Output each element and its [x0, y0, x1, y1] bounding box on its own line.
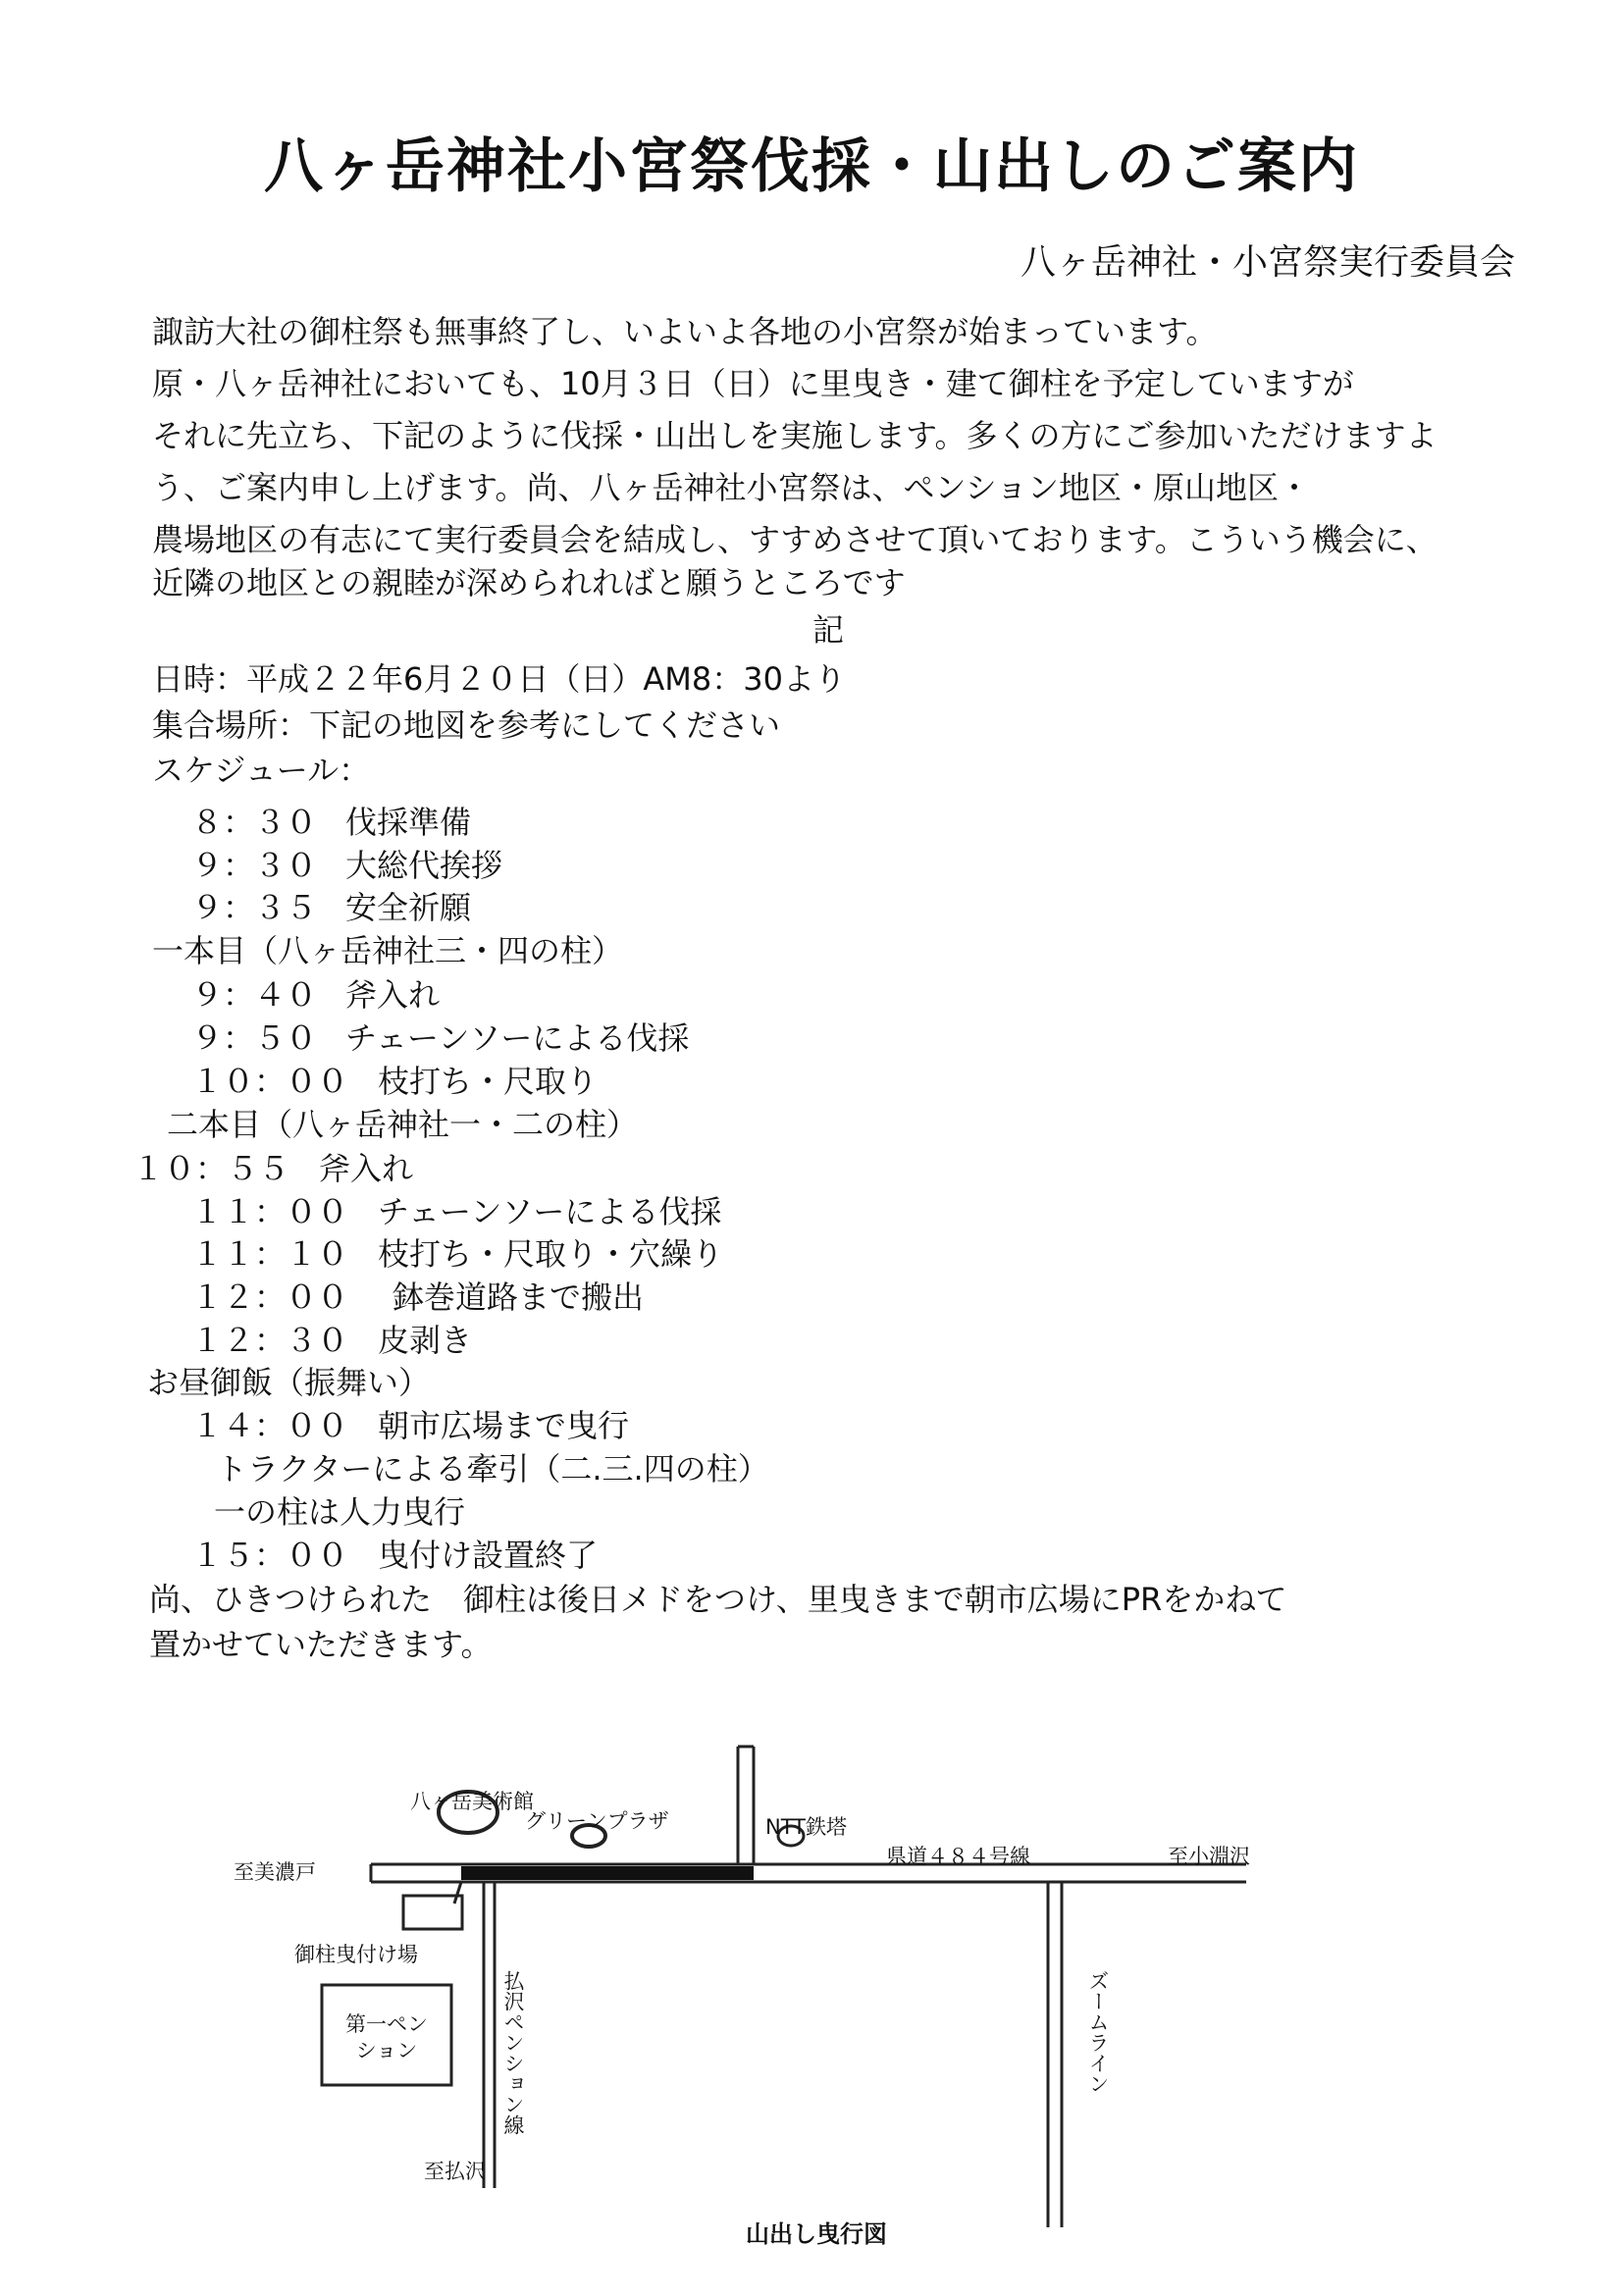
intro-line: 近隣の地区との親睦が深められればと願うところです: [152, 564, 906, 601]
meeting-place: 集合場所：下記の地図を参考にしてください: [152, 706, 781, 744]
page-title: 八ヶ岳神社小宮祭伐採・山出しのご案内: [264, 132, 1359, 201]
schedule-event: 曳付け設置終了: [378, 1537, 599, 1574]
event-datetime: 日時：平成２２年6月２０日（日）AM8：30より: [152, 660, 846, 698]
to-harasawa-label: 至払沢: [424, 2160, 486, 2183]
schedule-event: 枝打ち・尺取り・穴繰り: [378, 1235, 724, 1273]
schedule-time: ８：３０: [191, 804, 318, 841]
intro-line: 諏訪大社の御柱祭も無事終了し、いよいよ各地の小宮祭が始まっています。: [152, 313, 1218, 350]
schedule-time: ９：４０: [191, 976, 318, 1014]
schedule-time: １１：００: [191, 1193, 349, 1230]
zoom-line-label: ズームライン: [1086, 1970, 1110, 2094]
schedule-time: ９：５０: [191, 1019, 318, 1057]
to-mino-label: 至美濃戸: [234, 1860, 316, 1884]
schedule-section: お昼御飯（振舞い）: [147, 1364, 431, 1401]
schedule-note: トラクターによる牽引（二.三.四の柱）: [216, 1450, 769, 1487]
schedule-time: １５：００: [191, 1537, 349, 1574]
schedule-event: 枝打ち・尺取り: [378, 1063, 599, 1100]
intro-line: う、ご案内申し上げます。尚、八ヶ岳神社小宮祭は、ペンション地区・原山地区・: [152, 469, 1311, 506]
schedule-time: １２：３０: [191, 1322, 349, 1359]
schedule-time: ９：３５: [191, 889, 318, 926]
schedule-event: チェーンソーによる伐採: [378, 1193, 722, 1230]
schedule-event: 皮剥き: [378, 1322, 473, 1359]
schedule-note: 一の柱は人力曳行: [214, 1493, 466, 1531]
map-caption: 山出し曳行図: [746, 2220, 887, 2248]
schedule-event: 安全祈願: [345, 889, 472, 926]
schedule-event: 斧入れ: [345, 976, 441, 1014]
onbashira-place-box: [403, 1896, 462, 1929]
to-koshizawa-label: 至小淵沢: [1168, 1845, 1250, 1868]
schedule-event: 伐採準備: [345, 804, 472, 841]
schedule-time: １４：００: [191, 1407, 349, 1444]
schedule-time: １２：００: [191, 1278, 349, 1316]
schedule-time: １１：１０: [191, 1235, 349, 1273]
schedule-time: ９：３０: [191, 847, 318, 884]
route484-label: 県道４８４号線: [886, 1845, 1030, 1868]
harasawa-line-label: 払沢ペンション線: [501, 1970, 525, 2135]
schedule-event: チェーンソーによる伐採: [345, 1019, 690, 1057]
intro-line: それに先立ち、下記のように伐採・山出しを実施します。多くの方にご参加いただけますよ: [152, 417, 1438, 454]
museum-label: 八ヶ岳美術館: [410, 1790, 534, 1813]
haul-route: [461, 1866, 754, 1880]
schedule-event: 大総代挨拶: [345, 847, 503, 884]
schedule-section: 二本目（八ヶ岳神社一・二の柱）: [167, 1106, 639, 1143]
schedule-event: 朝市広場まで曳行: [378, 1407, 630, 1444]
intro-line: 農場地区の有志にて実行委員会を結成し、すすめさせて頂いております。こういう機会に、: [152, 521, 1438, 558]
schedule-time: １０：００: [191, 1063, 349, 1100]
schedule-time: １０：５５: [132, 1150, 290, 1187]
organizer: 八ヶ岳神社・小宮祭実行委員会: [1020, 242, 1515, 283]
onbashira-pointer: [454, 1882, 461, 1904]
pension-label: 第一ペンション: [345, 2012, 428, 2063]
schedule-section: 一本目（八ヶ岳神社三・四の柱）: [152, 932, 624, 969]
ki-heading: 記: [812, 611, 845, 649]
closing-line: 置かせていただきます。: [149, 1626, 493, 1663]
green-plaza-label: グリーンプラザ: [525, 1809, 669, 1833]
ntt-label: NTT鉄塔: [765, 1815, 847, 1839]
schedule-event: 鉢巻道路まで搬出: [393, 1278, 645, 1316]
intro-line: 原・八ヶ岳神社においても、10月３日（日）に里曳き・建て御柱を予定していますが: [152, 365, 1354, 402]
onbashira-place-label: 御柱曳付け場: [294, 1943, 418, 1966]
closing-line: 尚、ひきつけられた 御柱は後日メドをつけ、里曳きまで朝市広場にPRをかねて: [149, 1581, 1287, 1618]
schedule-event: 斧入れ: [319, 1150, 414, 1187]
schedule-label: スケジュール：: [152, 752, 371, 789]
